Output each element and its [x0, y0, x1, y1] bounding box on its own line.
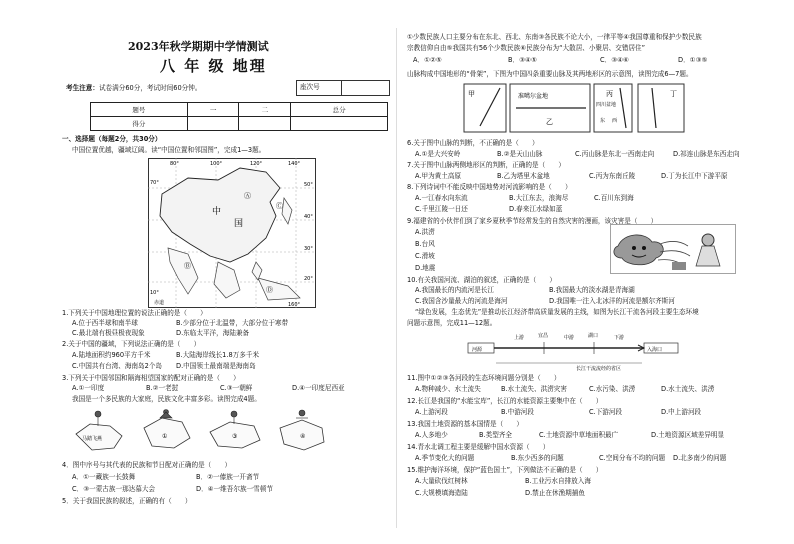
- map-label-zhong: 中: [212, 207, 222, 217]
- q13-option-d[interactable]: D.土地资源区域差异明显: [651, 431, 725, 439]
- q5-option-b[interactable]: B．③④⑤: [508, 56, 537, 64]
- yangtze-label-hukou: 湖口: [588, 333, 599, 339]
- q3-option-d[interactable]: D.④一印度尼西亚: [292, 384, 345, 392]
- q5-statements-line2: 宗教信仰自由⑤我国共有56个少数民族⑥民族分布为“大散居、小聚居、交错居住”: [407, 44, 646, 52]
- q1-option-b[interactable]: B.少部分位于北温带，大部分位于寒带: [176, 319, 289, 327]
- q6-option-b[interactable]: B.②是天山山脉: [497, 150, 543, 158]
- mountain-label-sichuan: 四川盆地: [596, 102, 617, 108]
- yangtze-label-yichang: 宜昌: [538, 333, 549, 339]
- q8-option-c[interactable]: C.百川东到海: [594, 194, 634, 202]
- q12-option-b[interactable]: B.中游河段: [501, 408, 534, 416]
- map-equator-label: 赤道: [154, 300, 165, 306]
- q1-option-c[interactable]: C.最北端有极昼极夜现象: [72, 329, 145, 337]
- q9-stem: 9.福建省的小伙伴们到了家乡夏秋季节经常发生的自然灾害的漫画，该灾害是（ ）: [407, 217, 658, 225]
- q1-stem: 1.下列关于中国地理位置的说法正确的是（ ）: [62, 309, 207, 317]
- q11-option-d[interactable]: D.水土流失、洪涝: [661, 385, 715, 393]
- q1-option-a[interactable]: A.位于西半球和南半球: [72, 319, 138, 327]
- q10-option-b[interactable]: B.我国最大的淡水湖是青海湖: [549, 286, 635, 294]
- yangtze-label-source: 河源: [472, 347, 483, 353]
- notice-label: 考生注意：: [66, 84, 99, 92]
- q14-option-a[interactable]: A.季节变化大的问题: [415, 454, 475, 462]
- map-lon-80: 80°: [170, 161, 179, 167]
- map-lat-50: 50°: [304, 182, 313, 188]
- q13-stem: 13.我国土地资源的基本国情是（ ）: [407, 420, 523, 428]
- ethnic-pic-num-3: ③: [232, 433, 238, 440]
- q15-option-c[interactable]: C.大规模填海造陆: [415, 489, 468, 497]
- score-header-total: 总分: [291, 103, 388, 117]
- q7-option-b[interactable]: B.乙为塔里木盆地: [497, 172, 550, 180]
- q8-option-a[interactable]: A.一江春水向东流: [415, 194, 468, 202]
- yangtze-intro-1: “绿色发展，生态优先”是推动长江经济带高质量发展的主线，如图为长江干流各河段主要生态环境: [415, 308, 699, 316]
- score-row-label: 得分: [91, 117, 188, 131]
- q4-option-a[interactable]: A．①一藏族一长鼓舞: [72, 473, 136, 481]
- q7-stem: 7.关于图中山脉两侧地形区的判断，正确的是（ ）: [407, 161, 565, 169]
- score-header-qnum: 题号: [91, 103, 188, 117]
- q12-stem: 12.长江是我国的“水能宝库”，长江的水能资源主要集中在（ ）: [407, 397, 603, 405]
- map-marker-a: Ⓐ: [244, 192, 251, 200]
- notice-text: 试卷满分60分，考试时间60分钟。: [98, 84, 202, 92]
- ethnic-intro: 我国是一个多民族的大家庭，民族文化丰富多彩。读图完成4题。: [72, 395, 261, 403]
- ethnic-festival-illustrations: [70, 408, 332, 458]
- q9-option-c[interactable]: C.滑坡: [415, 252, 435, 260]
- q12-option-d[interactable]: D.中上游河段: [661, 408, 702, 416]
- yangtze-diagram: [466, 329, 680, 371]
- q7-option-a[interactable]: A.甲为黄土高原: [415, 172, 462, 180]
- q6-option-c[interactable]: C.丙山脉是东北一西南走向: [575, 150, 655, 158]
- map-label-guo: 国: [234, 219, 244, 229]
- q11-option-c[interactable]: C.水污染、洪涝: [589, 385, 636, 393]
- q9-option-d[interactable]: D.地震: [415, 264, 436, 272]
- yangtze-label-middle: 中游: [564, 335, 575, 341]
- map-lat-20: 20°: [304, 276, 313, 282]
- q15-option-a[interactable]: A.大量砍伐红树林: [415, 477, 468, 485]
- mountain-label-ding: 丁: [670, 90, 677, 98]
- q5-option-d[interactable]: D．①③⑤: [678, 56, 708, 64]
- map-lat-10: 10°: [150, 290, 159, 296]
- q11-option-b[interactable]: B.水土流失、洪涝灾害: [501, 385, 567, 393]
- yangtze-label-provinces: 长江干流流经的省区: [576, 366, 622, 371]
- q14-option-d[interactable]: D.北多南少的问题: [673, 454, 727, 462]
- mountain-intro: 山脉构成中国地形的“骨架”，下图为中国四条重要山脉及其两地形区的示意图，读图完成6—7题。: [407, 70, 693, 78]
- china-location-map: [148, 158, 316, 308]
- q2-option-b[interactable]: B.大陆海岸线长1.8万多千米: [176, 351, 260, 359]
- mountain-label-junggar: 准噶尔盆地: [518, 93, 549, 100]
- q7-option-d[interactable]: D.丁为长江中下游平原: [661, 172, 728, 180]
- map-lon-100: 100°: [210, 161, 223, 167]
- score-cell[interactable]: [239, 117, 291, 131]
- map-marker-b: Ⓑ: [184, 262, 191, 270]
- q13-option-c[interactable]: C.土地资源中草地面积最广: [539, 431, 619, 439]
- ethnic-pic-caption-1: 马踏飞燕: [82, 436, 103, 442]
- q10-stem: 10.有关我国河流、湖泊的叙述，正确的是（ ）: [407, 276, 556, 284]
- q6-stem: 6.关于图中山脉的判断，不正确的是（ ）: [407, 139, 539, 147]
- q9-option-a[interactable]: A.洪涝: [415, 228, 435, 236]
- ethnic-pic-num-1: ①: [162, 433, 168, 440]
- seat-number-box[interactable]: [296, 80, 390, 96]
- q5-option-c[interactable]: C．③④⑥: [600, 56, 629, 64]
- yangtze-label-mouth: 入海口: [647, 347, 663, 353]
- q6-option-d[interactable]: D.祁连山脉是东西走向: [673, 150, 740, 158]
- score-cell[interactable]: [291, 117, 388, 131]
- q2-option-d[interactable]: D.中国领土最南端是海南岛: [176, 362, 256, 370]
- column-divider: [396, 28, 397, 528]
- score-header-part1: 一: [187, 103, 239, 117]
- q2-option-a[interactable]: A.陆地面积约960平方千米: [72, 351, 151, 359]
- q8-option-b[interactable]: B.大江东去，浪淘尽: [509, 194, 569, 202]
- q11-stem: 11.图中①②③各河段的生态环境问题分别是（ ）: [407, 374, 561, 382]
- yangtze-intro-2: 问题示意图，完成11—12题。: [407, 319, 497, 327]
- seat-label: 座次号: [300, 83, 320, 91]
- q5-stem: 5．关于我国民族的叙述，正确的有（ ）: [62, 497, 192, 505]
- q3-option-b[interactable]: B.②一老挝: [146, 384, 179, 392]
- q12-option-c[interactable]: C.下游河段: [589, 408, 623, 416]
- q10-option-d[interactable]: D.我国唯一注入北冰洋的河流是额尔齐斯河: [549, 297, 675, 305]
- typhoon-cartoon: [610, 224, 736, 274]
- q5-statements-line1: ①少数民族人口主要分布在东北、西北、东南③各民族不论大小，一律平等④我国尊重和保护少数民族: [407, 33, 702, 41]
- mountain-label-east: 东: [600, 118, 606, 124]
- q7-option-c[interactable]: C.丙为东南丘陵: [589, 172, 636, 180]
- q15-option-b[interactable]: B.工业污水自排放入海: [525, 477, 591, 485]
- q6-option-a[interactable]: A.①是大兴安岭: [415, 150, 461, 158]
- q11-option-a[interactable]: A.物种减少、水土流失: [415, 385, 481, 393]
- map-marker-d: Ⓓ: [266, 286, 273, 294]
- q14-stem: 14.青水北调工程主要是缓解中国水资源（ ）: [407, 443, 550, 451]
- section1-heading: 一、选择题（每题2分，共30分）: [62, 135, 162, 143]
- q2-option-c[interactable]: C.中国共有台湾、海南岛2个岛: [72, 362, 163, 370]
- q13-option-a[interactable]: A.人多地少: [415, 431, 448, 439]
- q9-option-b[interactable]: B.台风: [415, 240, 435, 248]
- q5-option-a[interactable]: A．①②⑤: [413, 56, 442, 64]
- score-header-part2: 二: [239, 103, 291, 117]
- q4-option-d[interactable]: D．④一维吾尔族一雪顿节: [196, 485, 273, 493]
- q3-stem: 3.下列关于中国邻国和隔海相望国家的配对正确的是（ ）: [62, 374, 240, 382]
- yangtze-label-lower: 下游: [614, 335, 625, 341]
- map-lon-70: 70°: [150, 180, 159, 186]
- mountain-diagram: [456, 82, 688, 136]
- q8-option-e[interactable]: C.千里江陵一日还: [415, 205, 468, 213]
- exam-title: 2023年秋学期期中学情测试: [128, 40, 269, 53]
- map-lat-30: 30°: [304, 246, 313, 252]
- q2-stem: 2.关于中国的疆域，下列说法正确的是（ ）: [62, 340, 201, 348]
- ethnic-pic-num-4: ④: [300, 433, 306, 440]
- q4-option-c[interactable]: C．③一蒙古族一那达慕大会: [72, 485, 156, 493]
- q10-option-c[interactable]: C.我国含沙量最大的河流是海河: [415, 297, 508, 305]
- q4-stem: 4．图中序号与其代表的民族和节日配对正确的是（ ）: [62, 461, 232, 469]
- mountain-label-jia: 甲: [468, 90, 475, 98]
- mountain-label-west: 西: [612, 118, 618, 124]
- exam-subject: 八 年 级 地理: [160, 57, 267, 75]
- section1-intro: 中国位置优越，疆域辽阔。读“中国位置和邻国图”，完成1—3题。: [72, 146, 266, 154]
- q8-stem: 8.下列诗词中不能反映中国地势对河流影响的是（ ）: [407, 183, 572, 191]
- yangtze-label-upper: 上游: [514, 335, 525, 341]
- q14-option-b[interactable]: B.东少西多的问题: [511, 454, 564, 462]
- q14-option-c[interactable]: C.空间分布不均的问题: [599, 454, 666, 462]
- map-lon-140: 140°: [288, 161, 301, 167]
- q15-stem: 15.维护海洋环境，保护“蓝色国土”，下列做法不正确的是（ ）: [407, 466, 603, 474]
- q1-option-d[interactable]: D.东临太平洋，海陆兼备: [176, 329, 250, 337]
- mountain-label-yi: 乙: [546, 118, 553, 126]
- q12-option-a[interactable]: A.上游河段: [415, 408, 448, 416]
- q10-option-a[interactable]: A.我国最长的内流河是长江: [415, 286, 495, 294]
- q15-option-d[interactable]: D.禁止在休渔期捕鱼: [525, 489, 585, 497]
- q3-option-c[interactable]: C.③一朝鲜: [220, 384, 253, 392]
- map-marker-c: Ⓒ: [276, 202, 283, 210]
- map-lon-160: 160°: [288, 302, 301, 308]
- score-table: [90, 102, 388, 131]
- q4-option-b[interactable]: B．②一傣族一开斋节: [196, 473, 260, 481]
- map-lon-120: 120°: [250, 161, 263, 167]
- q3-option-a[interactable]: A.①一印度: [72, 384, 105, 392]
- mountain-label-bing: 丙: [606, 90, 613, 98]
- q13-option-b[interactable]: B.类型齐全: [479, 431, 512, 439]
- q8-option-f[interactable]: D.春来江水绿如蓝: [509, 205, 563, 213]
- score-cell[interactable]: [187, 117, 239, 131]
- map-lat-40: 40°: [304, 214, 313, 220]
